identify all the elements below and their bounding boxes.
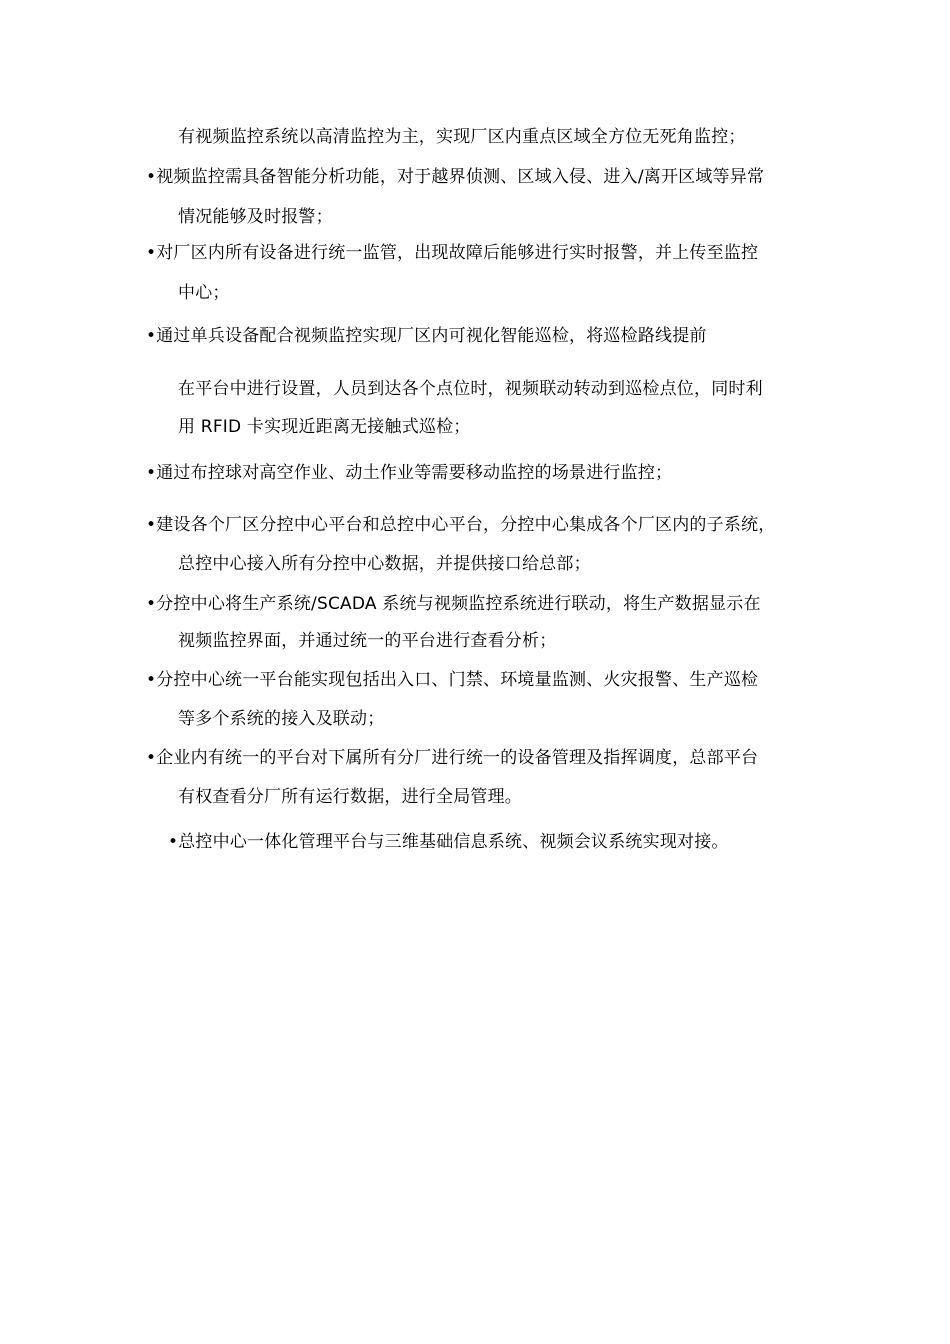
text-line: 视频监控界面，并通过统一的平台进行查看分析；	[178, 631, 557, 651]
bullet-line: •建设各个厂区分控中心平台和总控中心平台，分控中心集成各个厂区内的子系统，	[146, 515, 776, 535]
bullet-line: •对厂区内所有设备进行统一监管，出现故障后能够进行实时报警，并上传至监控	[146, 243, 759, 263]
text-line: 中心；	[178, 283, 230, 303]
text-line: 用 RFID 卡实现近距离无接触式巡检；	[178, 417, 471, 437]
bullet-line: •总控中心一体化管理平台与三维基础信息系统、视频会议系统实现对接。	[168, 832, 729, 852]
bullet-line: •企业内有统一的平台对下属所有分厂进行统一的设备管理及指挥调度，总部平台	[146, 748, 759, 768]
bullet-line: •视频监控需具备智能分析功能，对于越界侦测、区域入侵、进入/离开区域等异常	[146, 167, 765, 187]
bullet-line: •通过单兵设备配合视频监控实现厂区内可视化智能巡检，将巡检路线提前	[146, 326, 707, 346]
text-line: 在平台中进行设置，人员到达各个点位时，视频联动转动到巡检点位，同时利	[178, 379, 763, 399]
text-line: 等多个系统的接入及联动；	[178, 709, 385, 729]
bullet-line: •分控中心将生产系统/SCADA 系统与视频监控系统进行联动，将生产数据显示在	[146, 594, 761, 614]
text-line: 情况能够及时报警；	[178, 207, 333, 227]
bullet-line: •分控中心统一平台能实现包括出入口、门禁、环境量监测、火灾报警、生产巡检	[146, 670, 759, 690]
text-line: 有视频监控系统以高清监控为主，实现厂区内重点区域全方位无死角监控；	[178, 127, 746, 147]
text-line: 有权查看分厂所有运行数据，进行全局管理。	[178, 787, 522, 807]
text-line: 总控中心接入所有分控中心数据，并提供接口给总部；	[178, 554, 591, 574]
bullet-line: •通过布控球对高空作业、动土作业等需要移动监控的场景进行监控；	[146, 463, 673, 483]
